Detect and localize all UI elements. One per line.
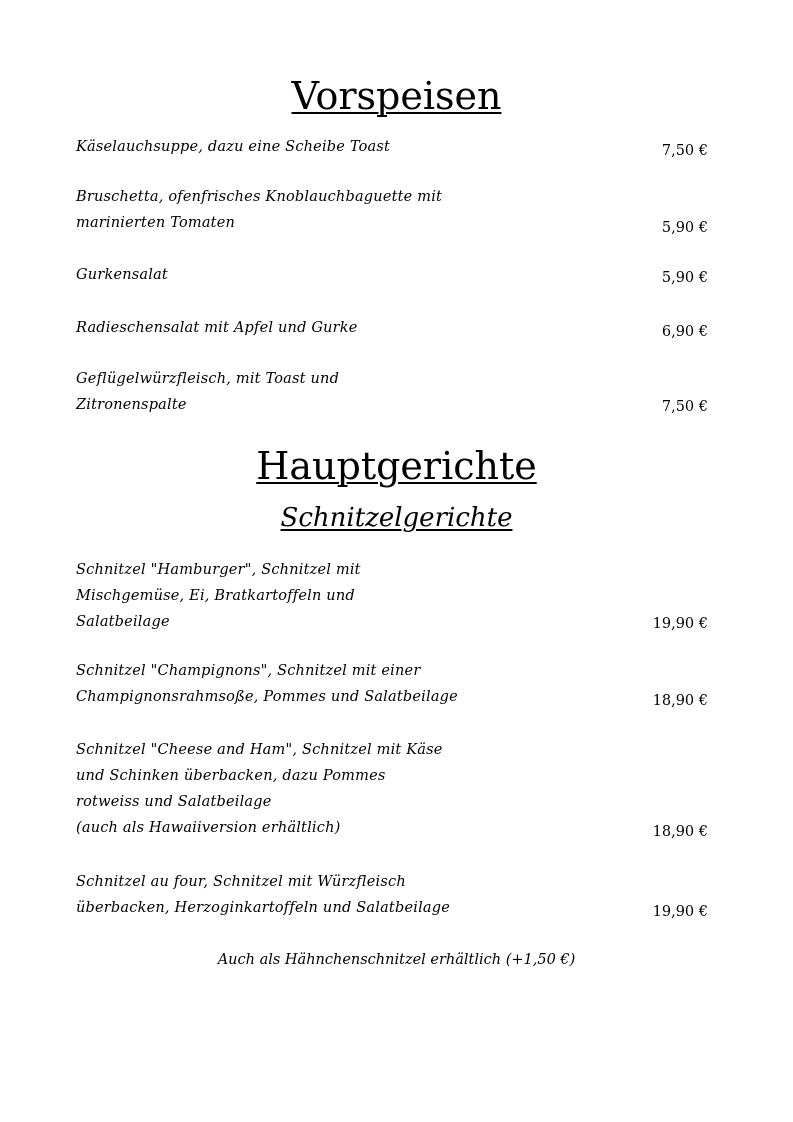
menu-item-description: Käselauchsuppe, dazu eine Scheibe Toast bbox=[76, 139, 391, 155]
menu-item-price: 18,90 € bbox=[652, 693, 708, 709]
menu-item-description: Schnitzel au four, Schnitzel mit Würzfleisch überbacken, Herzoginkartoffeln und Salatbeilage bbox=[76, 874, 451, 916]
menu-item-price: 6,90 € bbox=[661, 324, 708, 340]
chicken-schnitzel-note: Auch als Hähnchenschnitzel erhältlich (+1,50 €) bbox=[217, 952, 576, 968]
menu-item-price: 19,90 € bbox=[652, 616, 708, 632]
section-subtitle-schnitzelgerichte: Schnitzelgerichte bbox=[280, 503, 513, 533]
section-title-vorspeisen: Vorspeisen bbox=[291, 74, 502, 118]
menu-item-description: Schnitzel "Hamburger", Schnitzel mit Mischgemüse, Ei, Bratkartoffeln und Salatbeilage bbox=[76, 562, 361, 630]
menu-item-description: Schnitzel "Cheese and Ham", Schnitzel mit Käse und Schinken überbacken, dazu Pommes rotweiss und Salatbeilage (auch als Hawaiiversion erhältlich) bbox=[76, 742, 443, 836]
menu-item-price: 5,90 € bbox=[661, 270, 708, 286]
menu-item-description: Bruschetta, ofenfrisches Knoblauchbaguette mit marinierten Tomaten bbox=[76, 189, 443, 231]
menu-item-price: 19,90 € bbox=[652, 904, 708, 920]
menu-item-description: Radieschensalat mit Apfel und Gurke bbox=[76, 320, 358, 336]
menu-item-description: Schnitzel "Champignons", Schnitzel mit einer Champignonsrahmsoße, Pommes und Salatbeilage bbox=[76, 663, 458, 705]
menu-item-price: 7,50 € bbox=[661, 143, 708, 159]
menu-item-price: 18,90 € bbox=[652, 824, 708, 840]
menu-item-price: 5,90 € bbox=[661, 220, 708, 236]
menu-item-price: 7,50 € bbox=[661, 399, 708, 415]
section-title-hauptgerichte: Hauptgerichte bbox=[256, 444, 537, 488]
menu-item-description: Gurkensalat bbox=[76, 267, 168, 283]
menu-item-description: Geflügelwürzfleisch, mit Toast und Zitronenspalte bbox=[76, 371, 340, 413]
